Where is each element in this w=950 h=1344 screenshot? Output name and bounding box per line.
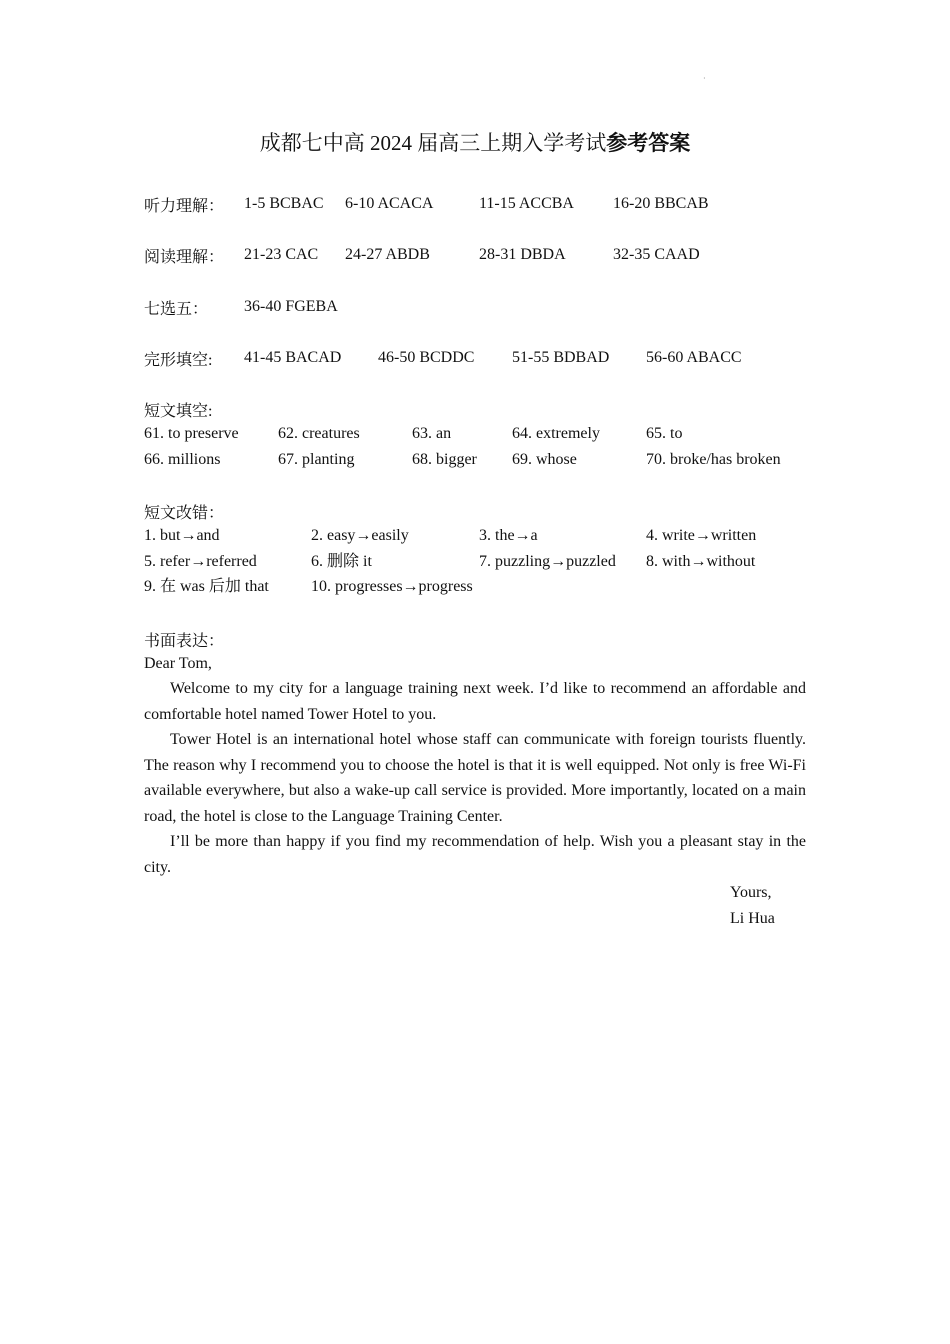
correction-8: 8. with→without [646, 553, 756, 570]
letter-body [144, 676, 806, 880]
listening-item-1: 1-5 BCBAC [244, 195, 324, 212]
letter-paragraph-1: Welcome to my city for a language training next week. I’d like to recommend an affordable and comfortable hotel named Tower Hotel to you. [144, 680, 806, 723]
cloze-label: 完形填空: [144, 352, 213, 369]
correction-10: 10. progresses→progress [311, 578, 473, 595]
correction-5: 5. refer→referred [144, 553, 257, 570]
correction-1: 1. but→and [144, 527, 220, 544]
letter-paragraph-2: Tower Hotel is an international hotel whose staff can communicate with foreign tourists fluently. The reason why I recommend you to choose the hotel is that it is well equipped. Not only is free Wi-Fi available everywhere, but also a wake-up call service is provided. More importantly, located on a main road, the hotel is close to the Language Training Center. [144, 731, 806, 825]
letter-closing: Yours, [730, 884, 772, 901]
correction-7: 7. puzzling→puzzled [479, 553, 616, 570]
letter-greeting: Dear Tom, [144, 655, 212, 672]
letter-paragraph-3: I’ll be more than happy if you find my recommendation of help. Wish you a pleasant stay in the city. [144, 833, 806, 876]
gap-fill-63: 63. an [412, 425, 452, 442]
correction-2: 2. easy→easily [311, 527, 409, 544]
correction-9: 9. 在 was 后加 that [144, 578, 269, 595]
cloze-item-1: 41-45 BACAD [244, 349, 342, 366]
listening-item-3: 11-15 ACCBA [479, 195, 574, 212]
gap-fill-66: 66. millions [144, 451, 221, 468]
gap-fill-70: 70. broke/has broken [646, 451, 781, 468]
letter-signature: Li Hua [730, 910, 775, 927]
gap-fill-69: 69. whose [512, 451, 577, 468]
reading-item-2: 24-27 ABDB [345, 246, 430, 263]
correction-6: 6. 删除 it [311, 553, 372, 570]
gap-fill-64: 64. extremely [512, 425, 600, 442]
gap-fill-61: 61. to preserve [144, 425, 239, 442]
gap-fill-65: 65. to [646, 425, 683, 442]
cloze-item-3: 51-55 BDBAD [512, 349, 610, 366]
correction-label: 短文改错： [144, 505, 225, 522]
writing-label: 书面表达： [144, 633, 225, 650]
seven-five-label: 七选五： [144, 301, 209, 318]
gap-fill-62: 62. creatures [278, 425, 360, 442]
page-title [0, 127, 950, 157]
seven-five-item-1: 36-40 FGEBA [244, 298, 338, 315]
listening-item-2: 6-10 ACACA [345, 195, 434, 212]
title-bold: 参考答案 [606, 131, 691, 155]
title-main: 成都七中高 2024 届高三上期入学考试 [259, 131, 607, 155]
reading-label: 阅读理解： [144, 249, 225, 266]
reading-item-3: 28-31 DBDA [479, 246, 566, 263]
reading-item-4: 32-35 CAAD [613, 246, 700, 263]
gap-fill-68: 68. bigger [412, 451, 477, 468]
cloze-item-2: 46-50 BCDDC [378, 349, 475, 366]
correction-3: 3. the→a [479, 527, 538, 544]
correction-4: 4. write→written [646, 527, 757, 544]
reading-item-1: 21-23 CAC [244, 246, 319, 263]
cloze-item-4: 56-60 ABACC [646, 349, 742, 366]
listening-label: 听力理解： [144, 198, 225, 215]
corner-mark: · [703, 74, 706, 83]
gap-fill-label: 短文填空: [144, 403, 213, 420]
listening-item-4: 16-20 BBCAB [613, 195, 709, 212]
gap-fill-67: 67. planting [278, 451, 355, 468]
